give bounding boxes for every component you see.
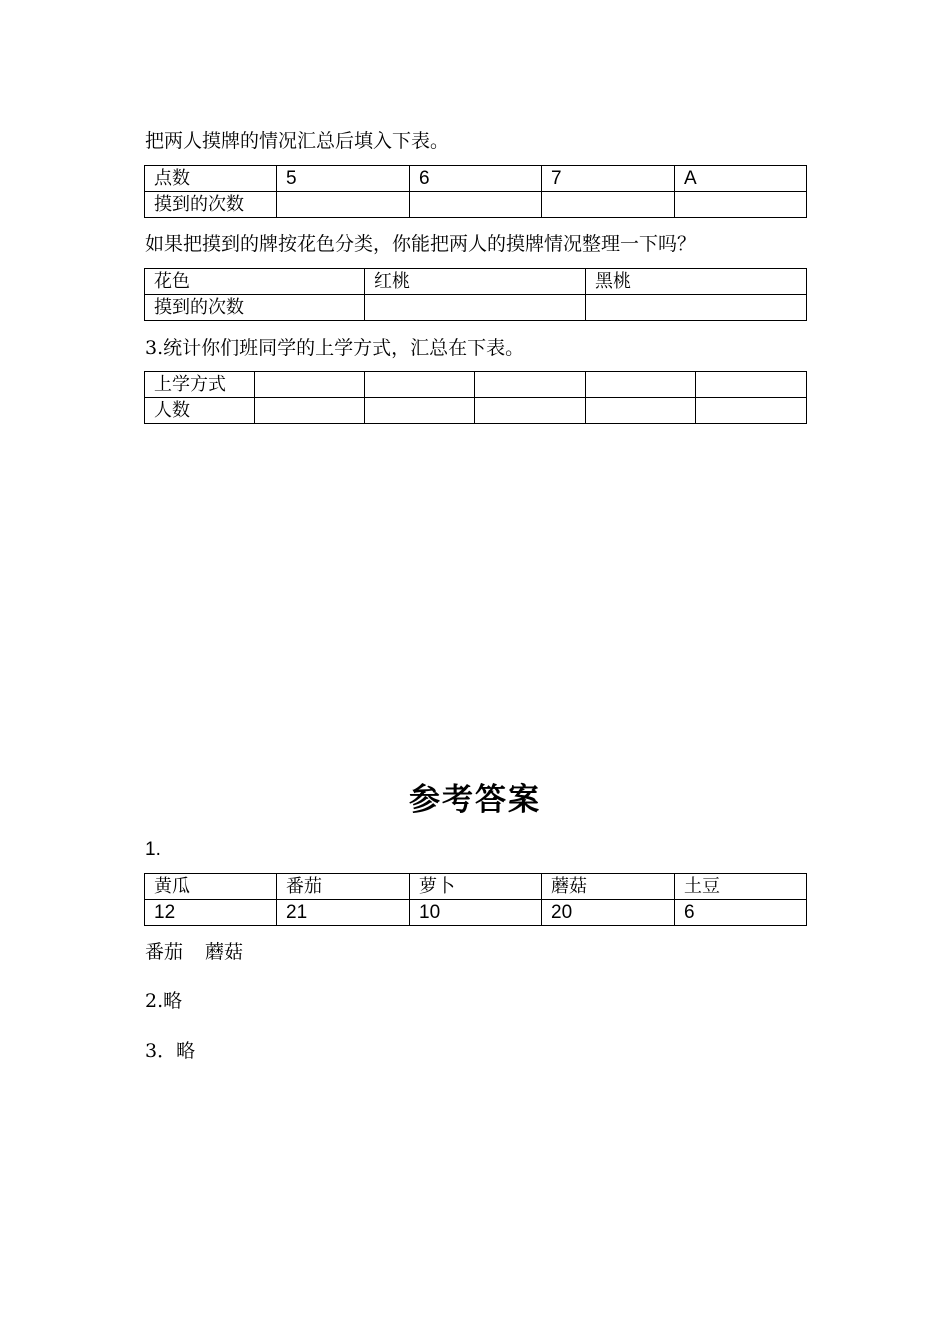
table-row xyxy=(145,398,807,424)
answer-second: 蘑菇 xyxy=(205,941,244,963)
table-row xyxy=(145,269,807,295)
suit-spades: 黑桃 xyxy=(586,269,807,295)
veg-count-cucumber: 12 xyxy=(145,900,277,926)
table-row xyxy=(145,874,807,900)
blank-cell xyxy=(675,192,807,218)
blank-cell xyxy=(586,398,696,424)
table-row xyxy=(145,166,807,192)
blank-cell xyxy=(586,295,807,321)
blank-cell xyxy=(365,372,475,398)
blank-cell xyxy=(410,192,542,218)
answer-q1-label: 1. xyxy=(145,839,161,860)
blank-cell xyxy=(277,192,410,218)
veg-count-tomato: 21 xyxy=(277,900,410,926)
answer-q2: 2.略 xyxy=(145,990,183,1012)
blank-cell xyxy=(542,192,675,218)
table-row xyxy=(145,192,807,218)
points-column-a: A xyxy=(675,166,807,192)
veg-count-mushroom: 20 xyxy=(542,900,675,926)
vegetables-table xyxy=(144,873,807,926)
points-column-7: 7 xyxy=(542,166,675,192)
question-3: 3.统计你们班同学的上学方式，汇总在下表。 xyxy=(145,337,525,359)
transport-table xyxy=(144,371,807,424)
suits-table xyxy=(144,268,807,321)
blank-cell xyxy=(475,398,586,424)
veg-name-cucumber: 黄瓜 xyxy=(145,874,277,900)
suits-header-label: 花色 xyxy=(145,269,365,295)
answer-q1-text xyxy=(145,940,243,964)
veg-name-tomato: 番茄 xyxy=(277,874,410,900)
veg-name-potato: 土豆 xyxy=(675,874,807,900)
blank-cell xyxy=(696,372,807,398)
suits-question: 如果把摸到的牌按花色分类，你能把两人的摸牌情况整理一下吗？ xyxy=(145,233,697,255)
transport-header-label: 上学方式 xyxy=(145,372,255,398)
blank-cell xyxy=(255,372,365,398)
table-row xyxy=(145,372,807,398)
veg-count-radish: 10 xyxy=(410,900,542,926)
points-header-label: 点数 xyxy=(145,166,277,192)
table-row xyxy=(145,295,807,321)
blank-cell xyxy=(255,398,365,424)
blank-cell xyxy=(475,372,586,398)
blank-cell xyxy=(586,372,696,398)
points-table xyxy=(144,165,807,218)
suit-hearts: 红桃 xyxy=(365,269,586,295)
veg-name-mushroom: 蘑菇 xyxy=(542,874,675,900)
veg-count-potato: 6 xyxy=(675,900,807,926)
blank-cell xyxy=(365,398,475,424)
points-row-label: 摸到的次数 xyxy=(145,192,277,218)
blank-cell xyxy=(696,398,807,424)
table-row xyxy=(145,900,807,926)
answer-most: 番茄 xyxy=(145,941,184,963)
transport-row-label: 人数 xyxy=(145,398,255,424)
points-column-5: 5 xyxy=(277,166,410,192)
suits-row-label: 摸到的次数 xyxy=(145,295,365,321)
veg-name-radish: 萝卜 xyxy=(410,874,542,900)
instruction-summary: 把两人摸牌的情况汇总后填入下表。 xyxy=(145,130,450,152)
blank-cell xyxy=(365,295,586,321)
answer-key-title: 参考答案 xyxy=(409,782,541,818)
answer-q3: 3．略 xyxy=(145,1040,196,1062)
points-column-6: 6 xyxy=(410,166,542,192)
